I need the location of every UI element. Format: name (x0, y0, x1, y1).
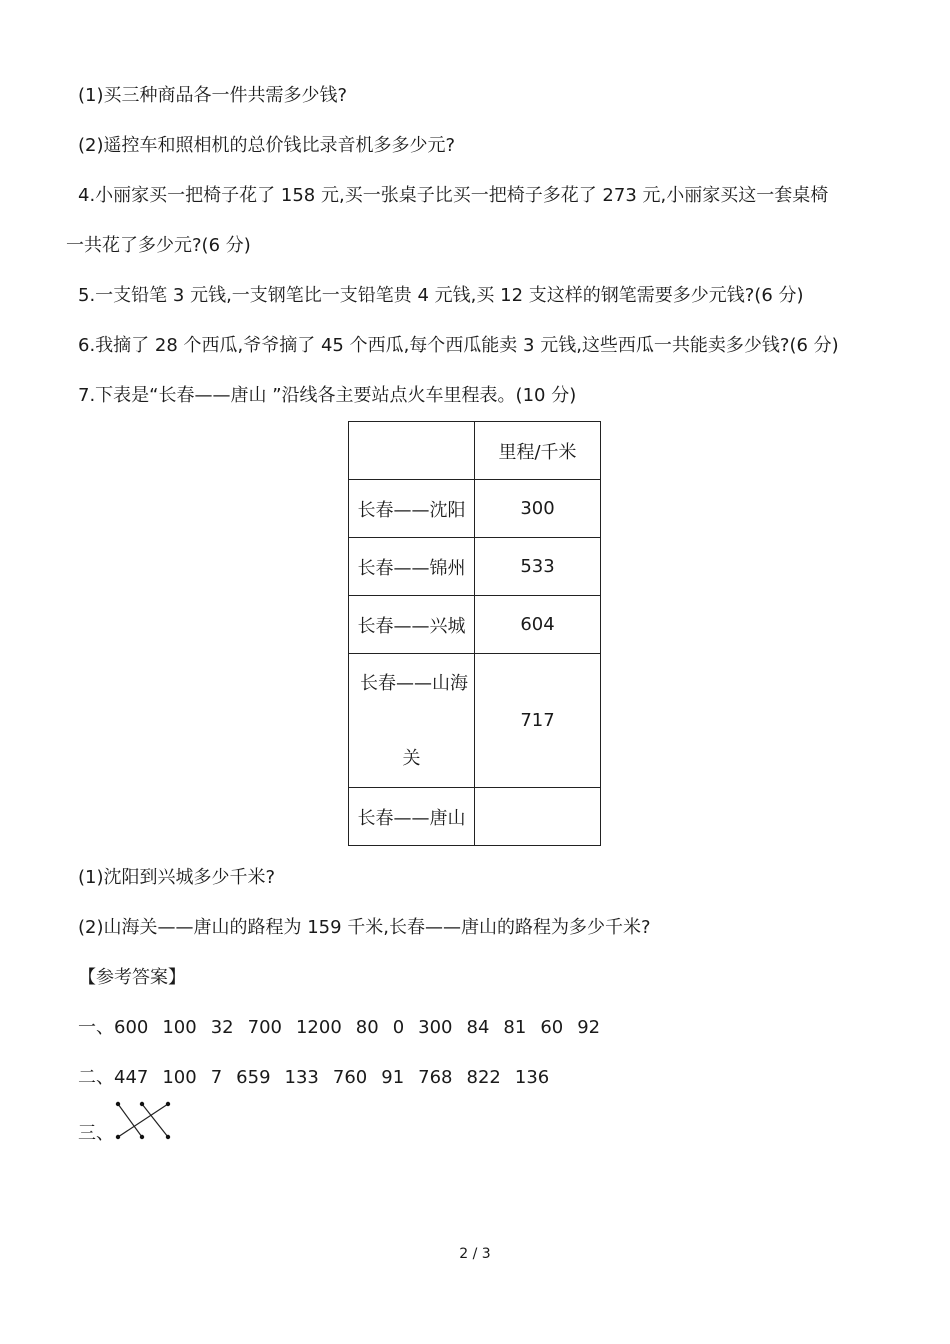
answer-value: 32 (210, 1017, 234, 1038)
match-dot (140, 1102, 144, 1106)
km-cell: 300 (475, 480, 601, 538)
answer-value: 760 (332, 1067, 368, 1088)
table-header-mileage: 里程/千米 (475, 422, 601, 480)
km-cell: 717 (475, 654, 601, 788)
answer-value: 600 (114, 1017, 149, 1038)
answer-part3-label: 三、 (78, 1123, 114, 1144)
answer-value: 136 (514, 1067, 550, 1088)
question-3-1: (1)买三种商品各一件共需多少钱? (78, 85, 348, 106)
table-row (349, 596, 601, 654)
answer-value: 84 (466, 1017, 490, 1038)
question-4-line1: 4.小丽家买一把椅子花了 158 元,买一张桌子比买一把椅子多花了 273 元,小丽家买这一套桌椅 (78, 185, 829, 206)
match-line (118, 1104, 168, 1137)
page-number: 2 / 3 (459, 1246, 491, 1262)
answer-value: 92 (577, 1017, 601, 1038)
mileage-table (348, 421, 601, 846)
table-row (349, 654, 601, 788)
answer-value: 81 (503, 1017, 527, 1038)
answer-value: 80 (355, 1017, 379, 1038)
answer-value: 822 (466, 1067, 501, 1088)
route-cell (349, 654, 475, 788)
question-7: 7.下表是“长春——唐山 ”沿线各主要站点火车里程表。(10 分) (78, 385, 577, 406)
km-cell: 533 (475, 538, 601, 596)
table-header-row (349, 422, 601, 480)
match-dot (166, 1102, 170, 1106)
route-cell: 长春——唐山 (349, 788, 475, 846)
answer-value: 60 (540, 1017, 564, 1038)
answer-part1 (78, 1016, 614, 1040)
answer-value: 300 (418, 1017, 453, 1038)
answer-value: 133 (284, 1067, 319, 1088)
route-cell-line2: 关 (402, 748, 421, 769)
route-cell: 长春——沈阳 (349, 480, 475, 538)
answer-value: 0 (392, 1017, 405, 1038)
route-cell: 长春——兴城 (349, 596, 475, 654)
answer-value: 447 (114, 1067, 149, 1088)
match-dot (140, 1135, 144, 1139)
km-cell: 604 (475, 596, 601, 654)
question-3-2: (2)遥控车和照相机的总价钱比录音机多多少元? (78, 135, 456, 156)
match-line (118, 1104, 142, 1137)
km-cell-empty (475, 788, 601, 846)
table-row (349, 480, 601, 538)
question-6: 6.我摘了 28 个西瓜,爷爷摘了 45 个西瓜,每个西瓜能卖 3 元钱,这些西瓜一共能卖多少钱?(6 分) (78, 335, 839, 356)
route-cell: 长春——锦州 (349, 538, 475, 596)
match-dot (116, 1102, 120, 1106)
answer-value: 700 (247, 1017, 282, 1038)
question-5: 5.一支铅笔 3 元钱,一支钢笔比一支铅笔贵 4 元钱,买 12 支这样的钢笔需要多少元钱?(6 分) (78, 285, 804, 306)
table-header-empty (349, 422, 475, 480)
table-row (349, 788, 601, 846)
answer-part2 (78, 1066, 563, 1090)
question-7-2: (2)山海关——唐山的路程为 159 千米,长春——唐山的路程为多少千米? (78, 917, 651, 938)
table-row (349, 538, 601, 596)
answer-value: 100 (162, 1067, 197, 1088)
question-4-line2: 一共花了多少元?(6 分) (66, 235, 251, 256)
answer-part2-label: 二、 (78, 1067, 114, 1088)
matching-lines-diagram (108, 1098, 178, 1144)
answer-value: 100 (162, 1017, 197, 1038)
question-7-1: (1)沈阳到兴城多少千米? (78, 867, 276, 888)
match-dot (116, 1135, 120, 1139)
route-cell-line1: 长春——山海 (360, 673, 468, 694)
answer-value: 1200 (295, 1017, 342, 1038)
match-line (142, 1104, 168, 1137)
answer-value: 7 (210, 1067, 223, 1088)
answer-title: 【参考答案】 (78, 967, 186, 988)
match-dot (166, 1135, 170, 1139)
answer-part1-label: 一、 (78, 1017, 114, 1038)
answer-value: 91 (381, 1067, 405, 1088)
answer-value: 659 (236, 1067, 271, 1088)
answer-value: 768 (418, 1067, 453, 1088)
